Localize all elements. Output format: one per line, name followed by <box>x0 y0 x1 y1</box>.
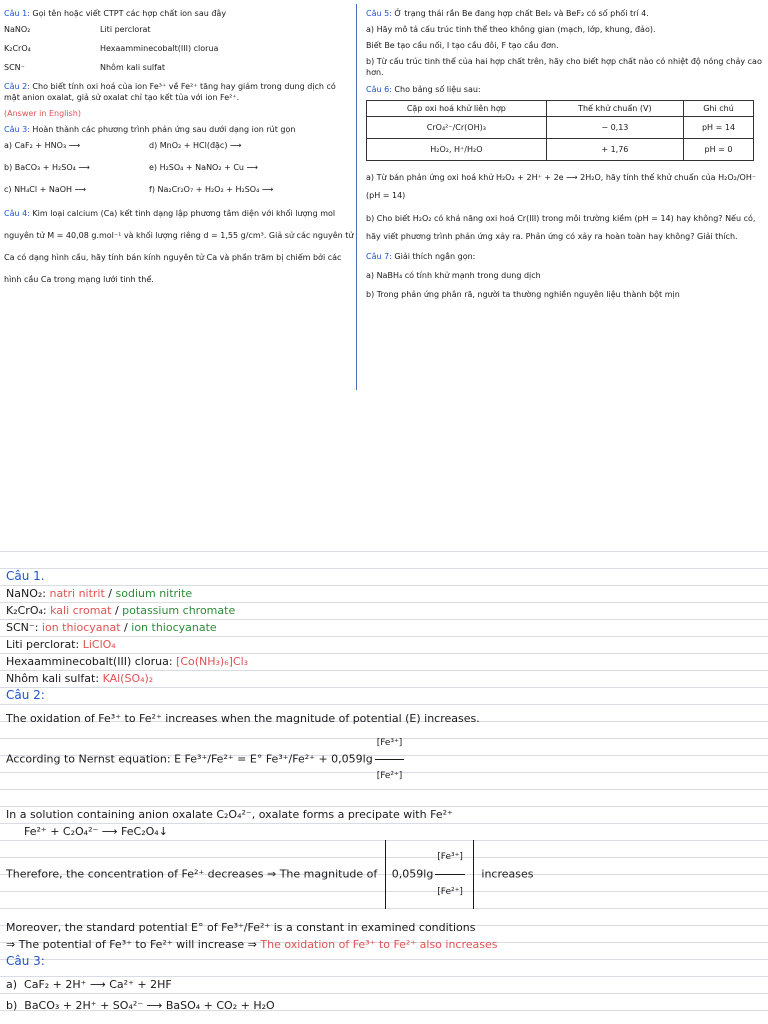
name-vietnamese: ion thiocyanat <box>41 621 121 634</box>
separator: / <box>104 587 116 600</box>
q1-item: SCN⁻ <box>4 63 25 72</box>
answer-3-reaction: b) BaCO₃ + 2H⁺ + SO₄²⁻ ⟶ BaSO₄ + CO₂ + H₂O <box>6 999 275 1012</box>
question-5a: a) Hãy mô tả cấu trúc tinh thể theo không gian (mạch, lớp, khung, đảo). <box>366 25 656 34</box>
question-6-text: Cho bảng số liệu sau: <box>391 85 481 94</box>
formula: [Co(NH₃)₆]Cl₃ <box>176 655 249 668</box>
question-7-title: Câu 7: <box>366 252 392 261</box>
question-4-title: Câu 4: <box>4 209 30 218</box>
name-vietnamese: natri nitrit <box>49 587 105 600</box>
question-5a-hint: Biết Be tạo cầu nối, I tạo cầu đôi, F tạo cầu đơn. <box>366 41 559 50</box>
nernst-label: According to Nernst equation: <box>6 752 175 766</box>
question-6b: b) Cho biết H₂O₂ có khả năng oxi hoá Cr(III) trong môi trường kiềm (pH = 14) hay không? Nếu có, hãy viết phương trình phản ứng xảy ra. Phản ứng có xảy ra hoàn toàn hay không? Giải thích. <box>366 214 758 241</box>
question-4-text: Kim loại calcium (Ca) kết tinh dạng lập phương tâm diện với khối lượng mol nguyên tử M = 40,08 g.mol⁻¹ và khối lượng riêng d = 1,55 g/cm³. Giả sử các nguyên tử Ca có dạng hình cầu, hãy tính bán kính nguyên tử Ca và phần trăm bị chiếm bởi các hình cầu Ca trong mạng lưới tinh thể. <box>4 209 357 284</box>
question-3-title: Câu 3: <box>4 125 30 134</box>
table-header-row <box>367 101 754 117</box>
column-divider <box>356 4 357 390</box>
question-6 <box>366 84 764 95</box>
table-header: Thế khử chuẩn (V) <box>546 101 683 117</box>
answer-1-line <box>6 585 762 602</box>
nernst-equation <box>6 727 762 792</box>
answer-2-text-part: Therefore, the concentration of Fe²⁺ decreases ⇒ The magnitude of <box>6 867 381 881</box>
worksheet-right-column <box>366 8 764 305</box>
table-row <box>367 139 754 161</box>
question-7a: a) NaBH₄ có tính khử mạnh trong dung dịch <box>366 271 541 280</box>
magnitude-bracket <box>385 840 474 909</box>
table-cell: − 0,13 <box>546 117 683 139</box>
compound-label: Liti perclorat: <box>6 638 83 651</box>
answer-2-text-part: increases <box>477 867 534 881</box>
question-3 <box>4 124 354 135</box>
q3-reaction: d) MnO₂ + HCl(đặc) ⟶ <box>149 141 242 150</box>
answer-2-highlight: The oxidation of Fe³⁺ to Fe²⁺ also increases <box>260 938 498 951</box>
formula: KAl(SO₄)₂ <box>102 672 154 685</box>
fraction-denominator: [Fe²⁺] <box>376 771 403 781</box>
q3-reaction: b) BaCO₃ + H₂SO₄ ⟶ <box>4 163 90 172</box>
q3-reaction: a) CaF₂ + HNO₃ ⟶ <box>4 141 81 150</box>
compound-label: Hexaamminecobalt(III) clorua: <box>6 655 177 668</box>
table-cell: H₂O₂, H⁺/H₂O <box>367 139 547 161</box>
worksheet-left-column <box>4 8 357 296</box>
question-1-text: Gọi tên hoặc viết CTPT các hợp chất ion sau đây <box>29 9 227 18</box>
compound-label: NaNO₂: <box>6 587 50 600</box>
answer-notes <box>6 568 762 1014</box>
question-7-text: Giải thích ngắn gọn: <box>391 252 476 261</box>
answer-1-formula <box>6 636 762 653</box>
question-2-note: (Answer in English) <box>4 109 81 118</box>
oxalate-equation: Fe²⁺ + C₂O₄²⁻ ⟶ FeC₂O₄↓ <box>24 825 168 838</box>
answer-2-text: Moreover, the standard potential E° of Fe³⁺/Fe²⁺ is a constant in examined conditions <box>6 921 476 934</box>
question-4 <box>4 203 357 291</box>
concentration-fraction <box>435 840 465 909</box>
q1-item: Nhôm kali sulfat <box>100 63 165 72</box>
answer-2-text: In a solution containing anion oxalate C₂O₄²⁻, oxalate forms a precipate with Fe²⁺ <box>6 808 453 821</box>
separator: / <box>111 604 123 617</box>
answer-2-title: Câu 2: <box>6 688 45 702</box>
question-7 <box>366 251 764 262</box>
table-header: Ghi chú <box>684 101 754 117</box>
table-cell: CrO₄²⁻/Cr(OH)₃ <box>367 117 547 139</box>
answer-3-reaction: a) CaF₂ + 2H⁺ ⟶ Ca²⁺ + 2HF <box>6 978 172 991</box>
answer-notes-page <box>0 548 768 1024</box>
potential-table <box>366 100 754 161</box>
table-header: Cặp oxi hoá khử liên hợp <box>367 101 547 117</box>
q3-reaction: e) H₂SO₄ + NaNO₂ + Cu ⟶ <box>149 163 259 172</box>
answer-2-text-part: ⇒ The potential of Fe³⁺ to Fe²⁺ will increase ⇒ <box>6 938 261 951</box>
q3-reaction: c) NH₄Cl + NaOH ⟶ <box>4 185 87 194</box>
question-1-title: Câu 1: <box>4 9 30 18</box>
name-english: ion thiocyanate <box>131 621 217 634</box>
fraction-numerator: [Fe³⁺] <box>375 727 405 760</box>
answer-2-text: The oxidation of Fe³⁺ to Fe²⁺ increases when the magnitude of potential (E) increases. <box>6 712 480 725</box>
q3-reaction: f) Na₂Cr₂O₇ + H₂O₂ + H₂SO₄ ⟶ <box>149 185 274 194</box>
q1-item: NaNO₂ <box>4 25 31 34</box>
question-2-text: Cho biết tính oxi hoá của ion Fe³⁺ về Fe²⁺ tăng hay giảm trong dung dịch có mặt anion oxalat, giả sử oxalat chỉ tạo kết tủa với ion Fe²⁺. <box>4 82 339 102</box>
compound-label: SCN⁻: <box>6 621 42 634</box>
question-2 <box>4 81 354 103</box>
answer-2-conclusion <box>6 936 762 953</box>
separator: / <box>120 621 132 634</box>
question-3-text: Hoàn thành các phương trình phản ứng sau dưới dạng ion rút gọn <box>29 125 296 134</box>
q1-row <box>4 62 354 73</box>
question-5b: b) Từ cấu trúc tinh thể của hai hợp chất trên, hãy cho biết hợp chất nào có nhiệt độ nóng chảy cao hơn. <box>366 57 765 77</box>
answer-1-title: Câu 1. <box>6 569 45 583</box>
table-cell: pH = 14 <box>684 117 754 139</box>
name-english: potassium chromate <box>122 604 236 617</box>
q1-row <box>4 43 354 54</box>
question-5 <box>366 8 764 19</box>
answer-2-text <box>6 840 762 909</box>
table-cell: pH = 0 <box>684 139 754 161</box>
concentration-fraction <box>375 727 405 792</box>
answer-1-line <box>6 619 762 636</box>
nernst-lhs: E Fe³⁺/Fe²⁺ = E° Fe³⁺/Fe²⁺ + 0,059lg <box>174 752 373 766</box>
answer-1-formula <box>6 653 762 670</box>
fraction-numerator: [Fe³⁺] <box>435 840 465 875</box>
question-1 <box>4 8 354 19</box>
name-vietnamese: kali cromat <box>50 604 112 617</box>
compound-label: Nhôm kali sulfat: <box>6 672 103 685</box>
answer-3-title: Câu 3: <box>6 954 45 968</box>
fraction-denominator: [Fe²⁺] <box>437 887 463 897</box>
q1-item: Hexaamminecobalt(III) clorua <box>100 44 219 53</box>
compound-label: K₂CrO₄: <box>6 604 51 617</box>
answer-1-line <box>6 602 762 619</box>
q1-row <box>4 24 354 35</box>
q3-reactions <box>4 140 354 195</box>
question-5-title: Câu 5: <box>366 9 392 18</box>
question-2-title: Câu 2: <box>4 82 30 91</box>
question-6a: a) Từ bán phản ứng oxi hoá khử H₂O₂ + 2H⁺ + 2e ⟶ 2H₂O, hãy tính thế khử chuẩn của H₂O₂/OH⁻ (pH = 14) <box>366 173 759 200</box>
bracket-expression: 0,059lg <box>391 867 434 881</box>
q1-item: Liti perclorat <box>100 25 151 34</box>
question-6-title: Câu 6: <box>366 85 392 94</box>
question-7b: b) Trong phản ứng phân rã, người ta thường nghiền nguyên liệu thành bột mịn <box>366 290 680 299</box>
table-cell: + 1,76 <box>546 139 683 161</box>
name-english: sodium nitrite <box>115 587 193 600</box>
answer-1-formula <box>6 670 762 687</box>
question-5-text: Ở trạng thái rắn Be đang hợp chất BeI₂ và BeF₂ có số phối trí 4. <box>391 9 649 18</box>
table-row <box>367 117 754 139</box>
formula: LiClO₄ <box>82 638 116 651</box>
q1-item: K₂CrO₄ <box>4 44 31 53</box>
